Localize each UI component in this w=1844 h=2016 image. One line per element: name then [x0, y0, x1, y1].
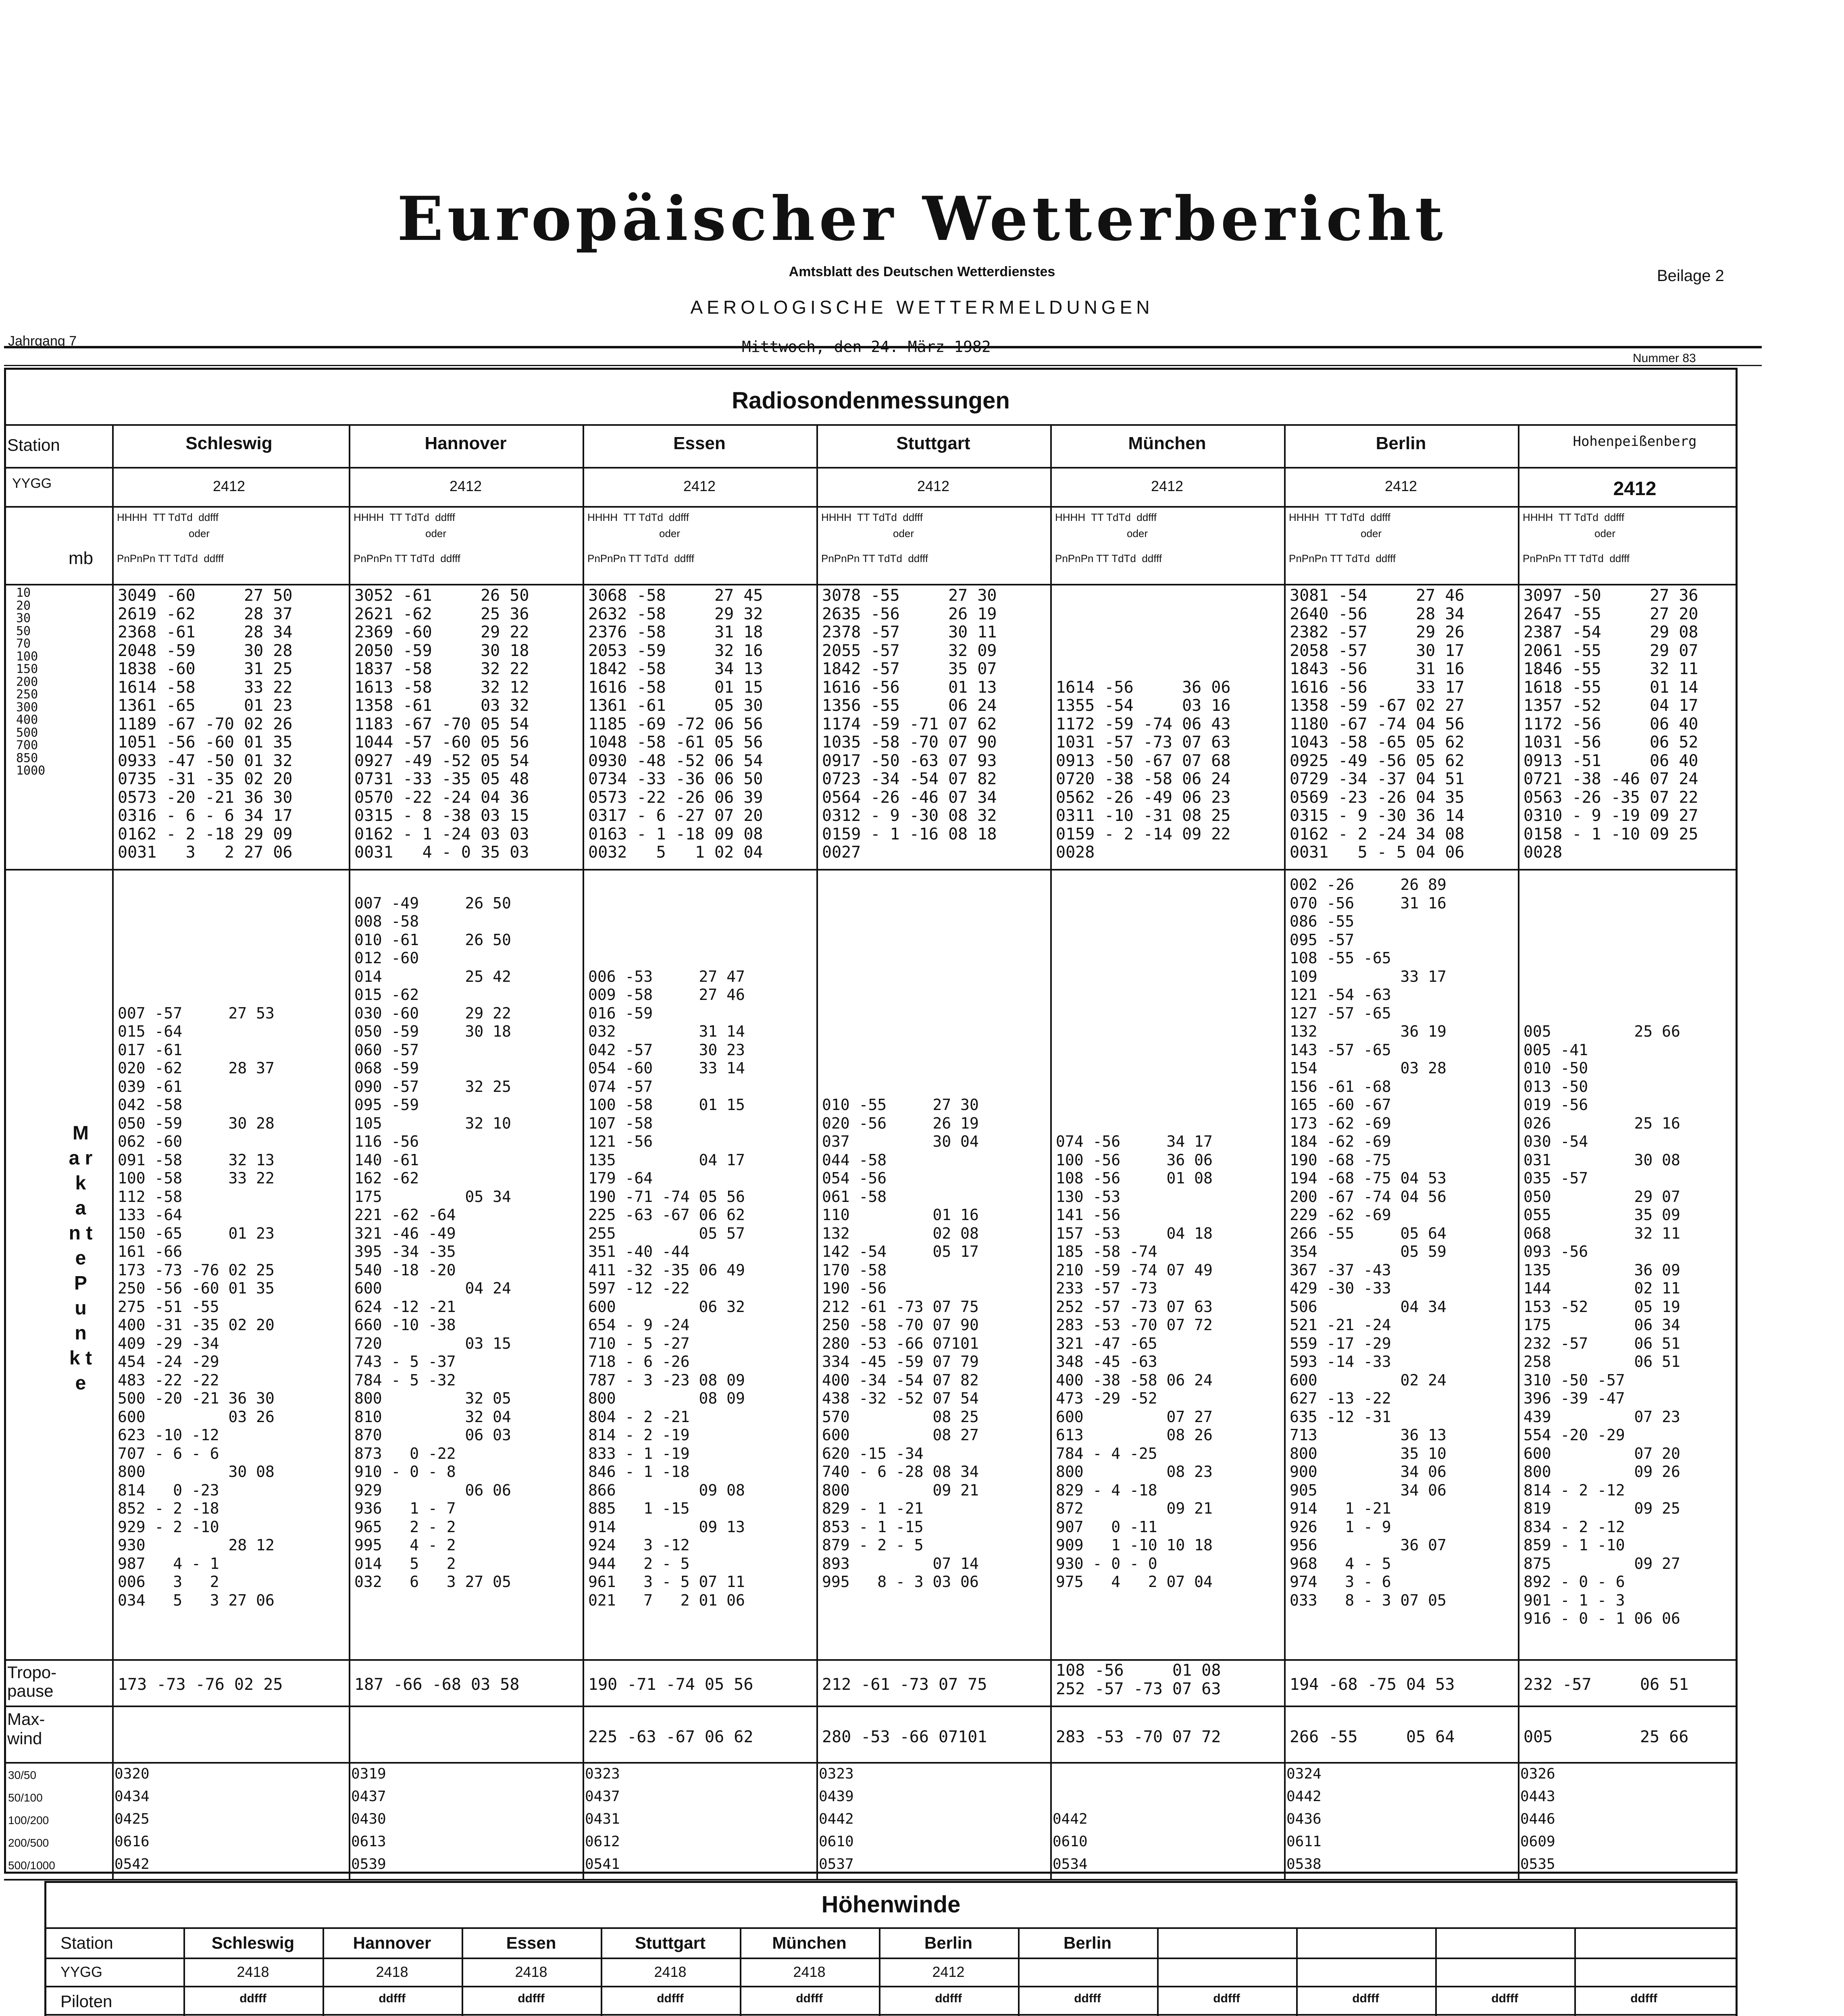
piloten-ddfff: ddfff — [796, 1992, 823, 2005]
column-header: HHHH TT TdTd ddfff — [354, 511, 455, 523]
rule — [4, 467, 1738, 469]
standard-levels: 3068 -58 27 45 2632 -58 29 32 2376 -58 31 18 2053 -59 32 16 1842 -58 34 13 1616 -58 01 15 1361 -61 05 30 1185 -69 -72 06 56 1048 -58 -61 05 56 0930 -48 -52 06 54 0734 -33 -36 06 50 0573 -22 -26 06 39 0317 - 6 -27 07 20 0163 - 1 -18 09 08 0032 5 1 02 04 — [588, 586, 763, 862]
column-header: PnPnPn TT TdTd ddfff — [821, 552, 928, 564]
rule — [44, 2014, 1738, 2016]
h-station-name: Stuttgart — [635, 1933, 706, 1952]
thickness-values: 0319 0437 0430 0613 0539 — [351, 1766, 386, 1872]
significant-points: 002 -26 26 89 070 -56 31 16 086 -55 095 -57 108 -55 -65 109 33 17 121 -54 -63 127 -57 -65 132 36 19 143 -57 -65 154 03 28 156 -61 -68 165 -60 -67 173 -62 -69 184 -62 -69 190 -68 -75 194 -68 -75 04 53 200 -67 -74 04 56 229 -62 -69 266 -55 05 64 354 05 59 367 -37 -43 429 -30 -33 506 04 34 521 -21 -24 559 -17 -29 593 -14 -33 600 02 24 627 -13 -22 635 -12 -31 713 36 13 800 35 10 900 34 06 905 34 06 914 1 -21 926 1 - 9 956 36 07 968 4 - 5 974 3 - 6 033 8 - 3 07 05 — [1290, 876, 1446, 1609]
tropo-text: Tropo- pause — [7, 1663, 57, 1700]
hoehenwinde-title: Höhenwinde — [821, 1891, 961, 1918]
h-yygg-value: 2418 — [654, 1964, 687, 1980]
rule — [1284, 424, 1286, 1879]
rule — [44, 1958, 1738, 1959]
significant-points: 006 -53 27 47 009 -58 27 46 016 -59 032 31 14 042 -57 30 23 054 -60 33 14 074 -57 100 -58 01 15 107 -58 121 -56 135 04 17 179 -64 190 -71 -74 05 56 225 -63 -67 06 62 255 05 57 351 -40 -44 411 -32 -35 06 49 597 -12 -22 600 06 32 654 - 9 -24 710 - 5 -27 718 - 6 -26 787 - 3 -23 08 09 800 08 09 804 - 2 -21 814 - 2 -19 833 - 1 -19 846 - 1 -18 866 09 08 885 1 -15 914 09 13 924 3 -12 944 2 - 5 961 3 - 5 07 11 021 7 2 01 06 — [588, 967, 745, 1609]
significant-points: 007 -57 27 53 015 -64 017 -61 020 -62 28 37 039 -61 042 -58 050 -59 30 28 062 -60 091 -58 32 13 100 -58 33 22 112 -58 133 -64 150 -65 01 23 161 -66 173 -73 -76 02 25 250 -56 -60 01 35 275 -51 -55 400 -31 -35 02 20 409 -29 -34 454 -24 -29 483 -22 -22 500 -20 -21 36 30 600 03 26 623 -10 -12 707 - 6 - 6 800 30 08 814 0 -23 852 - 2 -18 929 - 2 -10 930 28 12 987 4 - 1 006 3 2 034 5 3 27 06 — [118, 1004, 275, 1609]
column-header-oder: oder — [893, 527, 914, 539]
significant-points: 074 -56 34 17 100 -56 36 06 108 -56 01 08 130 -53 141 -56 157 -53 04 18 185 -58 -74 210 -59 -74 07 49 233 -57 -73 252 -57 -73 07 63 283 -53 -70 07 72 321 -47 -65 348 -45 -63 400 -38 -58 06 24 473 -29 -52 600 07 27 613 08 26 784 - 4 -25 800 08 23 829 - 4 -18 872 09 21 907 0 -11 909 1 -10 10 18 930 - 0 - 0 975 4 2 07 04 — [1056, 1133, 1213, 1591]
markante-punkte-label: M a r k a n t e P u n k t e — [69, 1123, 93, 1394]
rule — [44, 1927, 1738, 1929]
column-header: PnPnPn TT TdTd ddfff — [1289, 552, 1396, 564]
piloten-ddfff: ddfff — [518, 1992, 545, 2005]
column-header: PnPnPn TT TdTd ddfff — [587, 552, 694, 564]
piloten-ddfff: ddfff — [1213, 1992, 1240, 2005]
page-title: Europäischer Wetterbericht — [397, 183, 1447, 254]
station-name: Schleswig — [185, 433, 273, 453]
rule — [4, 1659, 1738, 1661]
tropopause-value: 190 -71 -74 05 56 — [588, 1675, 753, 1694]
yygg-value: 2412 — [449, 478, 482, 494]
yygg-value: 2412 — [1613, 478, 1657, 500]
standard-levels: 1614 -56 36 06 1355 -54 03 16 1172 -59 -74 06 43 1031 -57 -73 07 63 0913 -50 -67 07 68 0720 -38 -58 06 24 0562 -26 -49 06 23 0311 -10 -31 08 25 0159 - 2 -14 09 22 0028 — [1056, 678, 1231, 862]
rule — [4, 1706, 1738, 1707]
rule — [4, 1762, 1738, 1764]
piloten-ddfff: ddfff — [1352, 1992, 1379, 2005]
tropopause-value: 108 -56 01 08 252 -57 -73 07 63 — [1056, 1661, 1221, 1698]
piloten-ddfff: ddfff — [1630, 1992, 1657, 2005]
station-label: Station — [7, 435, 60, 454]
piloten-ddfff: ddfff — [379, 1992, 406, 2005]
h-piloten-label: Piloten — [60, 1992, 112, 2011]
h-station-name: Berlin — [1063, 1933, 1112, 1952]
station-name: Hohenpeißenberg — [1573, 433, 1697, 450]
rule — [349, 424, 350, 1879]
h-station-name: Essen — [506, 1933, 556, 1952]
maxwind-value: 225 -63 -67 06 62 — [588, 1728, 753, 1746]
standard-levels: 3081 -54 27 46 2640 -56 28 34 2382 -57 29 26 2058 -57 30 17 1843 -56 31 16 1616 -56 33 17 1358 -59 -67 02 27 1180 -67 -74 04 56 1043 -58 -65 05 62 0925 -49 -56 05 62 0729 -34 -37 04 51 0569 -23 -26 04 35 0315 - 9 -30 36 14 0162 - 2 -24 34 08 0031 5 - 5 04 06 — [1290, 586, 1465, 862]
piloten-ddfff: ddfff — [935, 1992, 962, 2005]
pressure-levels: 10 20 30 50 70 100 150 200 250 300 400 500 700 850 1000 — [16, 586, 46, 778]
rule — [4, 869, 1738, 871]
thickness-labels: 30/50 50/100 100/200 200/500 500/1000 — [8, 1769, 55, 1872]
rule — [4, 1879, 1738, 1881]
h-yygg-label: YYGG — [60, 1964, 103, 1980]
thickness-values: 0323 0439 0442 0610 0537 — [819, 1766, 854, 1872]
thickness-values: 0320 0434 0425 0616 0542 — [114, 1766, 150, 1872]
yygg-value: 2412 — [1384, 478, 1417, 494]
column-header: PnPnPn TT TdTd ddfff — [354, 552, 460, 564]
yygg-value: 2412 — [683, 478, 716, 494]
yygg-value: 2412 — [1151, 478, 1184, 494]
subtitle: Amtsblatt des Deutschen Wetterdienstes — [789, 264, 1055, 279]
column-header: PnPnPn TT TdTd ddfff — [1523, 552, 1630, 564]
tropopause-value: 194 -68 -75 04 53 — [1290, 1675, 1455, 1694]
beilage-label: Beilage 2 — [1657, 267, 1724, 285]
maxwind-value: 005 25 66 — [1523, 1728, 1689, 1746]
h-yygg-value: 2418 — [793, 1964, 826, 1980]
issue-number: Nummer 83 — [1633, 352, 1696, 365]
h-yygg-value: 2418 — [515, 1964, 547, 1980]
station-name: Hannover — [425, 433, 507, 453]
mb-label: mb — [69, 548, 94, 568]
rule — [4, 584, 1738, 585]
standard-levels: 3078 -55 27 30 2635 -56 26 19 2378 -57 30 11 2055 -57 32 09 1842 -57 35 07 1616 -56 01 13 1356 -55 06 24 1174 -59 -71 07 62 1035 -58 -70 07 90 0917 -50 -63 07 93 0723 -34 -54 07 82 0564 -26 -46 07 34 0312 - 9 -30 08 32 0159 - 1 -16 08 18 0027 — [822, 586, 997, 862]
station-name: Essen — [673, 433, 726, 453]
maxwind-label — [7, 1710, 45, 1748]
piloten-ddfff: ddfff — [657, 1992, 684, 2005]
yygg-value: 2412 — [212, 478, 246, 494]
column-header: HHHH TT TdTd ddfff — [587, 511, 689, 523]
significant-points: 007 -49 26 50 008 -58 010 -61 26 50 012 -60 014 25 42 015 -62 030 -60 29 22 050 -59 30 18 060 -57 068 -59 090 -57 32 25 095 -59 105 32 10 116 -56 140 -61 162 -62 175 05 34 221 -62 -64 321 -46 -49 395 -34 -35 540 -18 -20 600 04 24 624 -12 -21 660 -10 -38 720 03 15 743 - 5 -37 784 - 5 -32 800 32 05 810 32 04 870 06 03 873 0 -22 910 - 0 - 8 929 06 06 936 1 - 7 965 2 - 2 995 4 - 2 014 5 2 032 6 3 27 05 — [354, 894, 511, 1591]
thickness-values: 0323 0437 0431 0612 0541 — [585, 1766, 620, 1872]
station-name: Stuttgart — [896, 433, 970, 453]
station-name: München — [1128, 433, 1206, 453]
rule — [1518, 424, 1519, 1879]
column-header-oder: oder — [1594, 527, 1616, 539]
maxwind-text: Max- wind — [7, 1710, 45, 1748]
column-header: HHHH TT TdTd ddfff — [821, 511, 923, 523]
h-station-name: Berlin — [924, 1933, 973, 1952]
standard-levels: 3097 -50 27 36 2647 -55 27 20 2387 -54 29 08 2061 -55 29 07 1846 -55 32 11 1618 -55 01 14 1357 -52 04 17 1172 -56 06 40 1031 -56 06 52 0913 -51 06 40 0721 -38 -46 07 24 0563 -26 -35 07 22 0310 - 9 -19 09 27 0158 - 1 -10 09 25 0028 — [1523, 586, 1698, 862]
rule — [4, 506, 1738, 508]
standard-levels: 3052 -61 26 50 2621 -62 25 36 2369 -60 29 22 2050 -59 30 18 1837 -58 32 22 1613 -58 32 12 1358 -61 03 32 1183 -67 -70 05 54 1044 -57 -60 05 56 0927 -49 -52 05 54 0731 -33 -35 05 48 0570 -22 -24 04 36 0315 - 8 -38 03 15 0162 - 1 -24 03 03 0031 4 - 0 35 03 — [354, 586, 529, 862]
h-station-name: Schleswig — [211, 1933, 295, 1952]
h-station-name: München — [772, 1933, 847, 1952]
maxwind-value: 280 -53 -66 07101 — [822, 1728, 987, 1746]
thickness-values: 0326 0443 0446 0609 0535 — [1520, 1766, 1555, 1872]
column-header-oder: oder — [189, 527, 210, 539]
header-rule-2 — [4, 365, 1762, 366]
issue-date: Mittwoch, den 24. März 1982 — [742, 338, 991, 356]
tropopause-value: 173 -73 -76 02 25 — [118, 1675, 283, 1694]
column-header: PnPnPn TT TdTd ddfff — [1055, 552, 1162, 564]
h-station-name: Hannover — [353, 1933, 431, 1952]
rule — [44, 1986, 1738, 1987]
station-name: Berlin — [1376, 433, 1426, 453]
tropopause-label — [7, 1663, 56, 1700]
column-header: HHHH TT TdTd ddfff — [1055, 511, 1157, 523]
section-title: AEROLOGISCHE WETTERMELDUNGEN — [690, 297, 1154, 318]
h-station-label: Station — [60, 1933, 113, 1952]
tropopause-value: 187 -66 -68 03 58 — [354, 1675, 520, 1694]
rule — [112, 424, 114, 1879]
jahrgang: Jahrgang 7 — [8, 333, 77, 349]
h-yygg-value: 2412 — [932, 1964, 965, 1980]
rule — [4, 424, 1738, 426]
significant-points: 010 -55 27 30 020 -56 26 19 037 30 04 044 -58 054 -56 061 -58 110 01 16 132 02 08 142 -54 05 17 170 -58 190 -56 212 -61 -73 07 75 250 -58 -70 07 90 280 -53 -66 07101 334 -45 -59 07 79 400 -34 -54 07 82 438 -32 -52 07 54 570 08 25 600 08 27 620 -15 -34 740 - 6 -28 08 34 800 09 21 829 - 1 -21 853 - 1 -15 879 - 2 - 5 893 07 14 995 8 - 3 03 06 — [822, 1096, 979, 1591]
column-header: PnPnPn TT TdTd ddfff — [117, 552, 224, 564]
rule — [1050, 424, 1052, 1879]
h-yygg-value: 2418 — [376, 1964, 408, 1980]
thickness-values: 0442 0610 0534 — [1053, 1811, 1088, 1872]
yygg-label: YYGG — [12, 476, 52, 491]
h-yygg-value: 2418 — [237, 1964, 269, 1980]
radiosonde-title: Radiosondenmessungen — [732, 387, 1010, 414]
rule — [816, 424, 818, 1879]
piloten-ddfff: ddfff — [1491, 1992, 1518, 2005]
piloten-ddfff: ddfff — [239, 1992, 266, 2005]
rule — [583, 424, 584, 1879]
significant-points: 005 25 66 005 -41 010 -50 013 -50 019 -56 026 25 16 030 -54 031 30 08 035 -57 050 29 07 055 35 09 068 32 11 093 -56 135 36 09 144 02 11 153 -52 05 19 175 06 34 232 -57 06 51 258 06 51 310 -50 -57 396 -39 -47 439 07 23 554 -20 -29 600 07 20 800 09 26 814 - 2 -12 819 09 25 834 - 2 -12 859 - 1 -10 875 09 27 892 - 0 - 6 901 - 1 - 3 916 - 0 - 1 06 06 — [1523, 1023, 1680, 1627]
maxwind-value: 266 -55 05 64 — [1290, 1728, 1455, 1746]
column-header: HHHH TT TdTd ddfff — [1289, 511, 1390, 523]
maxwind-value: 283 -53 -70 07 72 — [1056, 1728, 1221, 1746]
column-header-oder: oder — [425, 527, 447, 539]
column-header: HHHH TT TdTd ddfff — [117, 511, 219, 523]
thickness-values: 0324 0442 0436 0611 0538 — [1286, 1766, 1322, 1872]
column-header-oder: oder — [1127, 527, 1148, 539]
column-header-oder: oder — [1361, 527, 1382, 539]
yygg-value: 2412 — [917, 478, 950, 494]
standard-levels: 3049 -60 27 50 2619 -62 28 37 2368 -61 28 34 2048 -59 30 28 1838 -60 31 25 1614 -58 33 22 1361 -65 01 23 1189 -67 -70 02 26 1051 -56 -60 01 35 0933 -47 -50 01 32 0735 -31 -35 02 20 0573 -20 -21 36 30 0316 - 6 - 6 34 17 0162 - 2 -18 29 09 0031 3 2 27 06 — [118, 586, 293, 862]
tropopause-value: 232 -57 06 51 — [1523, 1675, 1689, 1694]
column-header: HHHH TT TdTd ddfff — [1523, 511, 1624, 523]
tropopause-value: 212 -61 -73 07 75 — [822, 1675, 987, 1694]
piloten-ddfff: ddfff — [1074, 1992, 1101, 2005]
column-header-oder: oder — [659, 527, 681, 539]
